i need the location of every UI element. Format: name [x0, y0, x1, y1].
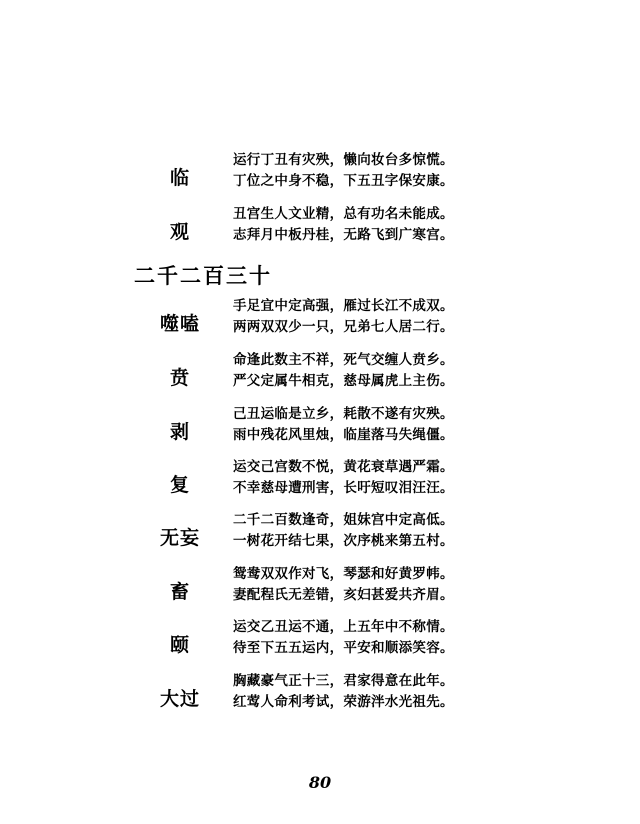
section-title: 二千二百三十: [134, 263, 272, 288]
entry-shike: [0, 296, 640, 346]
verse-line: 手足宜中定高强，雁过长江不成双。: [233, 298, 454, 314]
verse-line: 丑宫生人文业精，总有功名未能成。: [233, 206, 454, 222]
entry-fu: [0, 457, 640, 507]
verse-line: 严父定属牛相克，慈母属虎上主伤。: [233, 373, 454, 389]
verse-line: 不幸慈母遭刑害，长吁短叹泪汪汪。: [233, 480, 454, 496]
hexagram-name: 畜: [169, 581, 190, 603]
entry-bi: [0, 350, 640, 400]
entry-lin: [0, 150, 640, 200]
verse-line: 鸳鸯双双作对飞，琴瑟和好黄罗帏。: [233, 566, 454, 582]
verse-line: 志拜月中板丹桂，无路飞到广寒宫。: [233, 227, 454, 243]
hexagram-name: 噬嗑: [159, 313, 200, 335]
verse-line: 雨中残花风里烛，临崖落马失绳僵。: [233, 427, 454, 443]
verse-line: 一树花开结七果，次序桃来第五村。: [233, 533, 454, 549]
entry-daguo: [0, 671, 640, 721]
hexagram-name: 复: [169, 474, 190, 496]
verse-line: 两两双双少一只，兄弟七人居二行。: [233, 319, 454, 335]
entry-guan: [0, 204, 640, 254]
verse-line: 运交乙丑运不通，上五年中不称情。: [233, 619, 454, 635]
entry-bo: [0, 404, 640, 454]
hexagram-name: 颐: [169, 634, 190, 656]
entry-yi: [0, 617, 640, 667]
verse-line: 红莺人命利考试，荣游泮水光祖先。: [233, 694, 454, 710]
hexagram-name: 剥: [169, 421, 190, 443]
verse-line: 妻配程氏无差错，亥妇甚爱共齐眉。: [233, 587, 454, 603]
verse-line: 待至下五五运内，平安和顺添笑容。: [233, 640, 454, 656]
verse-line: 己丑运临是立乡，耗散不遂有灾殃。: [233, 406, 454, 422]
verse-line: 胸藏豪气正十三，君家得意在此年。: [233, 673, 454, 689]
entry-wuwang: [0, 510, 640, 560]
verse-line: 命逢此数主不祥，死气交缠人贲乡。: [233, 352, 454, 368]
verse-line: 运交己宫数不悦，黄花衰草遇严霜。: [233, 459, 454, 475]
hexagram-name: 临: [169, 167, 190, 189]
hexagram-name: 大过: [159, 688, 200, 710]
hexagram-name: 贲: [169, 367, 190, 389]
verse-line: 二千二百数逢奇，姐妹宫中定高低。: [233, 512, 454, 528]
verse-line: 运行丁丑有灾殃，懒向妆台多惊慌。: [233, 152, 454, 168]
entry-chu: [0, 564, 640, 614]
verse-line: 丁位之中身不稳，下五丑字保安康。: [233, 173, 454, 189]
hexagram-name: 观: [169, 221, 190, 243]
hexagram-name: 无妄: [159, 527, 200, 549]
page-number: 80: [308, 773, 332, 792]
